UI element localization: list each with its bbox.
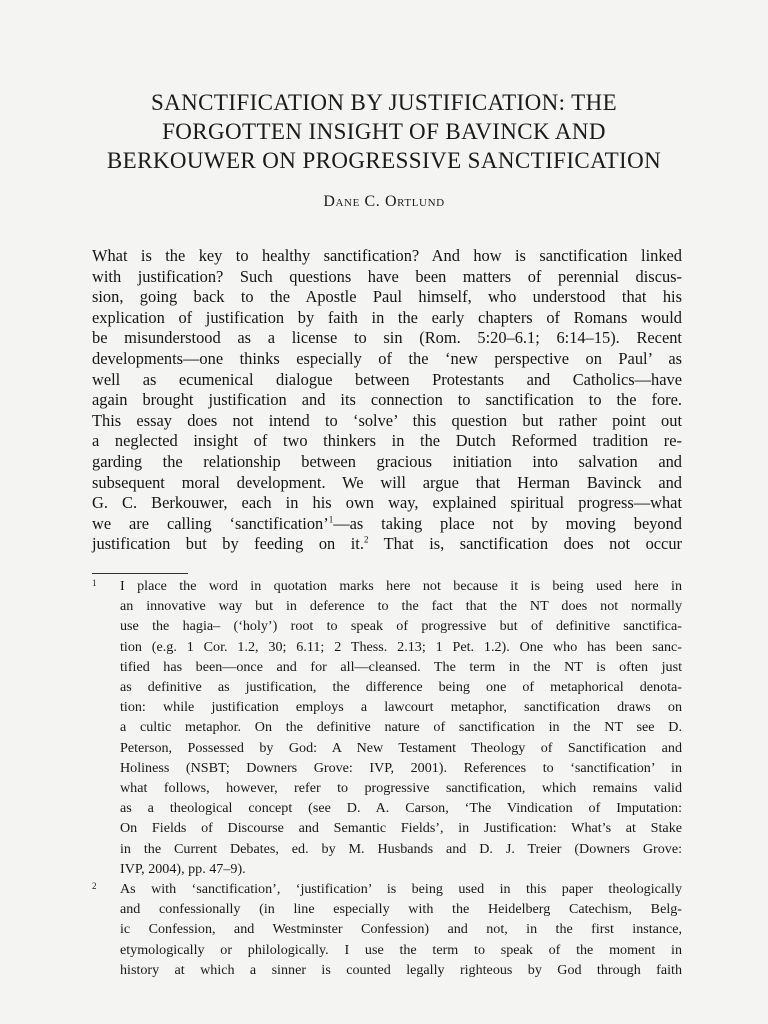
footnotes-section (92, 576, 682, 980)
body-line (92, 534, 682, 555)
body-line-part: justification but by feeding on it. (92, 534, 364, 554)
footnote-number: 1 (92, 578, 97, 588)
body-line: again brought justification and its connection to sanctification to the fore. (92, 390, 682, 410)
body-paragraph (92, 246, 682, 555)
author-name: Dane C. Ortlund (323, 193, 445, 210)
body-line: a neglected insight of two thinkers in the Dutch Reformed tradition re- (92, 431, 682, 451)
title-line: BERKOUWER ON PROGRESSIVE SANCTIFICATION (106, 148, 662, 173)
footnote-line: history at which a sinner is counted legally righteous by God through faith (120, 961, 682, 978)
footnote-line: and confessionally (in line especially with the Heidelberg Catechism, Belg- (120, 901, 682, 918)
footnote-ref-2[interactable]: 2 (363, 534, 369, 545)
footnote-body (120, 576, 682, 879)
footnote-line: Peterson, Possessed by God: A New Testament Theology of Sanctification and (120, 739, 682, 756)
body-line: developments—one thinks especially of the ‘new perspective on Paul’ as (92, 348, 682, 368)
body-line: subsequent moral development. We will argue that Herman Bavinck and (92, 472, 682, 492)
body-line: This essay does not intend to ‘solve’ this question but rather point out (92, 410, 682, 430)
footnote-divider (92, 573, 188, 574)
footnote-line: etymologically or philologically. I use the term to speak of the moment in (120, 941, 682, 958)
footnote-line: what follows, however, refer to progressive sanctification, which remains valid (120, 780, 682, 797)
title-line: FORGOTTEN INSIGHT OF BAVINCK AND (162, 119, 606, 144)
body-line: with justification? Such questions have been matters of perennial discus- (92, 266, 682, 286)
footnote-line: tion: while justification employs a lawcourt metaphor, sanctification draws on (120, 699, 682, 716)
footnote-line: ic Confession, and Westminster Confession) and not, in the first instance, (120, 921, 682, 938)
footnote-line: in the Current Debates, ed. by M. Husbands and D. J. Treier (Downers Grove: (120, 840, 682, 857)
footnote-line: I place the word in quotation marks here not because it is being used here in (120, 578, 682, 594)
footnote-line: use the hagia– (‘holy’) root to speak of progressive but of definitive sanctifica- (120, 618, 682, 635)
body-line-part: That is, sanctification does not occur (383, 534, 682, 554)
body-line: garding the relationship between gracious initiation into salvation and (92, 451, 682, 471)
footnote-2 (92, 879, 682, 980)
body-line-part: —as taking place not by moving beyond (333, 513, 682, 533)
body-line: well as ecumenical dialogue between Protestants and Catholics—have (92, 369, 682, 389)
footnote-line: As with ‘sanctification’, ‘justification’ is being used in this paper theologically (120, 881, 682, 898)
title-line: SANCTIFICATION BY JUSTIFICATION: THE (150, 90, 618, 115)
footnote-line: as a theological concept (see D. A. Carson, ‘The Vindication of Imputation: (120, 800, 682, 817)
footnote-body (120, 879, 682, 980)
footnote-line: a cultic metaphor. On the definitive nature of sanctification in the NT see D. (120, 719, 682, 736)
body-line: G. C. Berkouwer, each in his own way, explained spiritual progress—what (92, 493, 682, 513)
body-line: sion, going back to the Apostle Paul himself, who understood that his (92, 287, 682, 307)
footnote-line: IVP, 2004), pp. 47–9). (120, 860, 246, 877)
body-line: be misunderstood as a license to sin (Rom. 5:20–6.1; 6:14–15). Recent (92, 328, 682, 348)
footnote-line: as definitive as justification, the difference being one of metaphorical denota- (120, 679, 682, 696)
body-line-part: we are calling ‘sanctification’ (92, 513, 329, 533)
footnote-line: tion (e.g. 1 Cor. 1.2, 30; 6.11; 2 Thess. 2.13; 1 Pet. 1.2). One who has been sanc- (120, 638, 682, 655)
footnote-line: tified has been—once and for all—cleansed. The term in the NT is often just (120, 658, 682, 675)
article-title (60, 88, 708, 175)
footnote-1 (92, 576, 682, 879)
footnote-line: On Fields of Discourse and Semantic Fields’, in Justification: What’s at Stake (120, 820, 682, 837)
footnote-line: an innovative way but in deference to the fact that the NT does not normally (120, 598, 682, 615)
footnote-ref-1[interactable]: 1 (328, 514, 334, 525)
footnote-number: 2 (92, 881, 97, 892)
body-line (92, 514, 682, 535)
body-line: explication of justification by faith in the early chapters of Romans would (92, 307, 682, 327)
footnote-line: Holiness (NSBT; Downers Grove: IVP, 2001). References to ‘sanctification’ in (120, 759, 682, 776)
body-line: What is the key to healthy sanctification? And how is sanctification linked (92, 246, 682, 265)
